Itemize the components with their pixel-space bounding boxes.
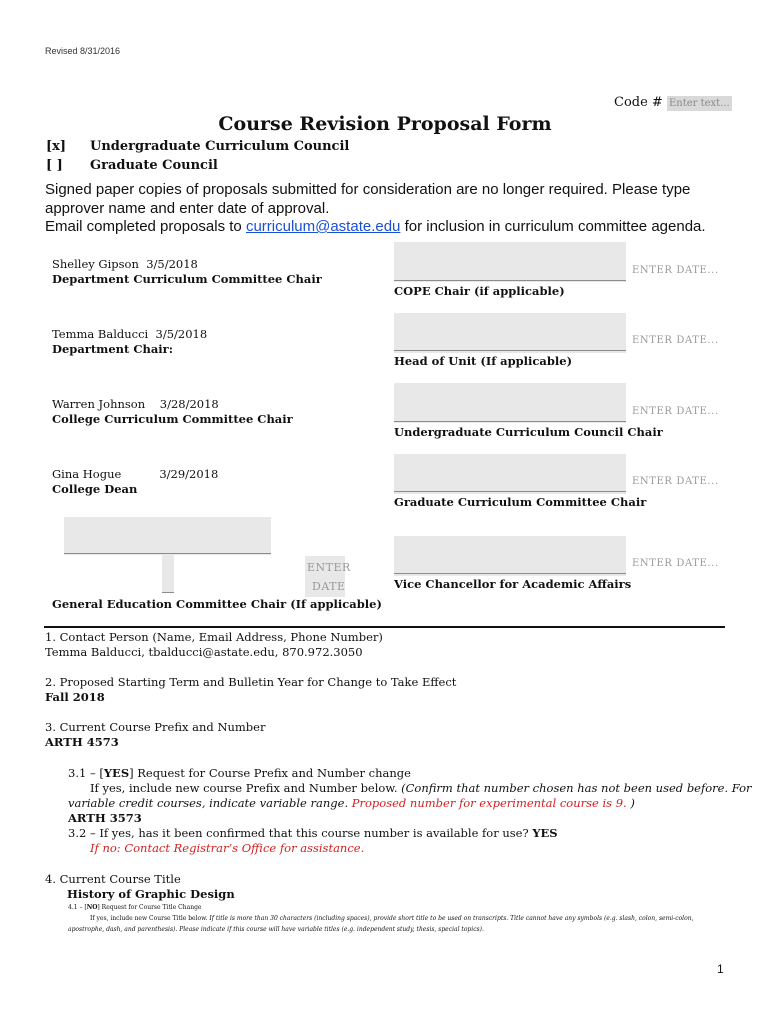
code-label: Code #: [614, 95, 663, 110]
approver-role: Undergraduate Curriculum Council Chair: [394, 425, 663, 439]
code-input[interactable]: Enter text...: [668, 98, 730, 109]
s31-line2-italic: (Confirm that number chosen has not been used before. For: [401, 781, 752, 795]
gen-ed-signature-box[interactable]: [64, 517, 271, 555]
section-4-1: [68, 902, 693, 935]
s41-prefix: 4.1 – [: [68, 904, 87, 911]
section-title: [45, 872, 235, 902]
approver-role: College Curriculum Committee Chair: [52, 412, 293, 426]
instructions-line2: approver name and enter date of approval.: [45, 199, 330, 217]
approver-date: 3/28/2018: [159, 397, 219, 411]
council-grad-row: [46, 158, 218, 173]
approver-role: COPE Chair (if applicable): [394, 284, 565, 298]
s41-line2a: If yes, include new Course Title below.: [90, 915, 210, 922]
section-answer: Fall 2018: [45, 690, 105, 704]
approver-dept-chair: [52, 327, 207, 357]
revised-date: Revised 8/31/2016: [45, 46, 121, 56]
signature-box[interactable]: [394, 242, 626, 282]
s31-prefix: 3.1 – [: [68, 766, 104, 780]
section-divider: [44, 626, 725, 628]
s32-question: 3.2 – If yes, has it been confirmed that this course number is available for use?: [68, 826, 533, 840]
s31-rest: ] Request for Course Prefix and Number change: [129, 766, 411, 780]
approver-name: Warren Johnson: [52, 397, 146, 411]
s41-line2b: If title is more than 30 characters (including spaces), provide short title to be used on transcripts. Title cannot have any symbols (e.g. slash, colon, semi-colon,: [209, 915, 694, 922]
section-answer: History of Graphic Design: [67, 887, 235, 901]
approver-dept-curriculum: [52, 257, 322, 287]
s32-answer: YES: [532, 826, 558, 840]
signature-line: [394, 573, 626, 574]
instructions-line1: Signed paper copies of proposals submitted for consideration are no longer required. Please type: [45, 181, 691, 198]
signature-line: [394, 350, 626, 351]
date-field[interactable]: ENTER DATE...: [632, 406, 719, 417]
s31-line3-italic: variable credit courses, indicate variable range.: [68, 796, 352, 810]
approver-role: College Dean: [52, 482, 138, 496]
section-term: [45, 675, 456, 705]
email-prefix: Email completed proposals to: [45, 218, 246, 235]
s41-line3: apostrophe, dash, and parenthesis). Please indicate if this course will have variable titles (e.g. independent study, thesis, special topics).: [68, 926, 484, 933]
page-title: Course Revision Proposal Form: [218, 113, 552, 135]
council-grad-label: Graduate Council: [90, 158, 218, 173]
s32-note: If no: Contact Registrar’s Office for assistance.: [90, 841, 365, 855]
date-field[interactable]: ENTER DATE...: [632, 476, 719, 487]
gen-ed-date-l1: ENTER: [307, 561, 351, 574]
signature-box[interactable]: [394, 454, 626, 494]
signature-line: [394, 280, 626, 281]
approver-name: Temma Balducci: [52, 327, 149, 341]
section-question: 2. Proposed Starting Term and Bulletin Year for Change to Take Effect: [45, 675, 457, 689]
instructions-line3: [45, 218, 706, 237]
signature-line: [394, 491, 626, 492]
s31-line3-red: Proposed number for experimental course is 9.: [351, 796, 627, 810]
council-ugcc-row: [46, 139, 349, 154]
section-contact: [45, 630, 383, 660]
signature-line: [394, 421, 626, 422]
section-question: 4. Current Course Title: [45, 872, 181, 886]
gen-ed-date-l2: DATE: [312, 580, 346, 593]
instructions: [45, 181, 706, 237]
section-answer: ARTH 4573: [45, 735, 119, 749]
gen-ed-signature-line-small: [162, 592, 174, 593]
date-field[interactable]: ENTER DATE...: [632, 558, 719, 569]
s31-line3-end: ): [626, 796, 635, 810]
s41-rest: ] Request for Course Title Change: [97, 904, 202, 911]
council-ugcc-checkbox[interactable]: [x]: [46, 139, 67, 154]
email-suffix: for inclusion in curriculum committee agenda.: [400, 218, 706, 235]
gen-ed-signature-line: [64, 553, 271, 554]
section-3-1: [68, 766, 752, 826]
approver-college-dean: [52, 467, 218, 497]
code-field-row: [614, 95, 732, 110]
approver-role: Department Curriculum Committee Chair: [52, 272, 322, 286]
gen-ed-signature-box-small[interactable]: [162, 555, 174, 593]
s31-yes-checkbox[interactable]: YES: [103, 766, 130, 780]
gen-ed-role: General Education Committee Chair (If applicable): [52, 597, 382, 611]
section-question: 1. Contact Person (Name, Email Address, Phone Number): [45, 630, 383, 644]
approver-college-curriculum: [52, 397, 293, 427]
s31-line2: If yes, include new course Prefix and Number below.: [90, 781, 402, 795]
signature-box[interactable]: [394, 383, 626, 423]
email-link[interactable]: curriculum@astate.edu: [245, 218, 401, 235]
approver-date: 3/29/2018: [159, 467, 219, 481]
page-number: 1: [717, 962, 724, 976]
section-3-2: [68, 826, 558, 856]
date-field[interactable]: ENTER DATE...: [632, 265, 719, 276]
section-answer: Temma Balducci, tbalducci@astate.edu, 870.972.3050: [45, 645, 363, 659]
approver-role: Head of Unit (If applicable): [394, 354, 573, 368]
council-ugcc-label: Undergraduate Curriculum Council: [90, 139, 350, 154]
council-grad-checkbox[interactable]: [ ]: [46, 158, 63, 173]
approver-date: 3/5/2018: [146, 257, 198, 271]
approver-role: Department Chair:: [52, 342, 173, 356]
approver-date: 3/5/2018: [155, 327, 208, 341]
signature-box[interactable]: [394, 313, 626, 353]
s31-answer: ARTH 3573: [68, 811, 142, 825]
approver-name: Gina Hogue: [52, 467, 122, 481]
section-prefix-number: [45, 720, 265, 750]
section-question: 3. Current Course Prefix and Number: [45, 720, 266, 734]
approver-role: Graduate Curriculum Committee Chair: [394, 495, 647, 509]
approver-name: Shelley Gipson: [52, 257, 139, 271]
date-field[interactable]: ENTER DATE...: [632, 335, 719, 346]
approver-role: Vice Chancellor for Academic Affairs: [394, 577, 632, 591]
s41-no-checkbox[interactable]: NO: [86, 904, 98, 911]
signature-box[interactable]: [394, 536, 626, 576]
